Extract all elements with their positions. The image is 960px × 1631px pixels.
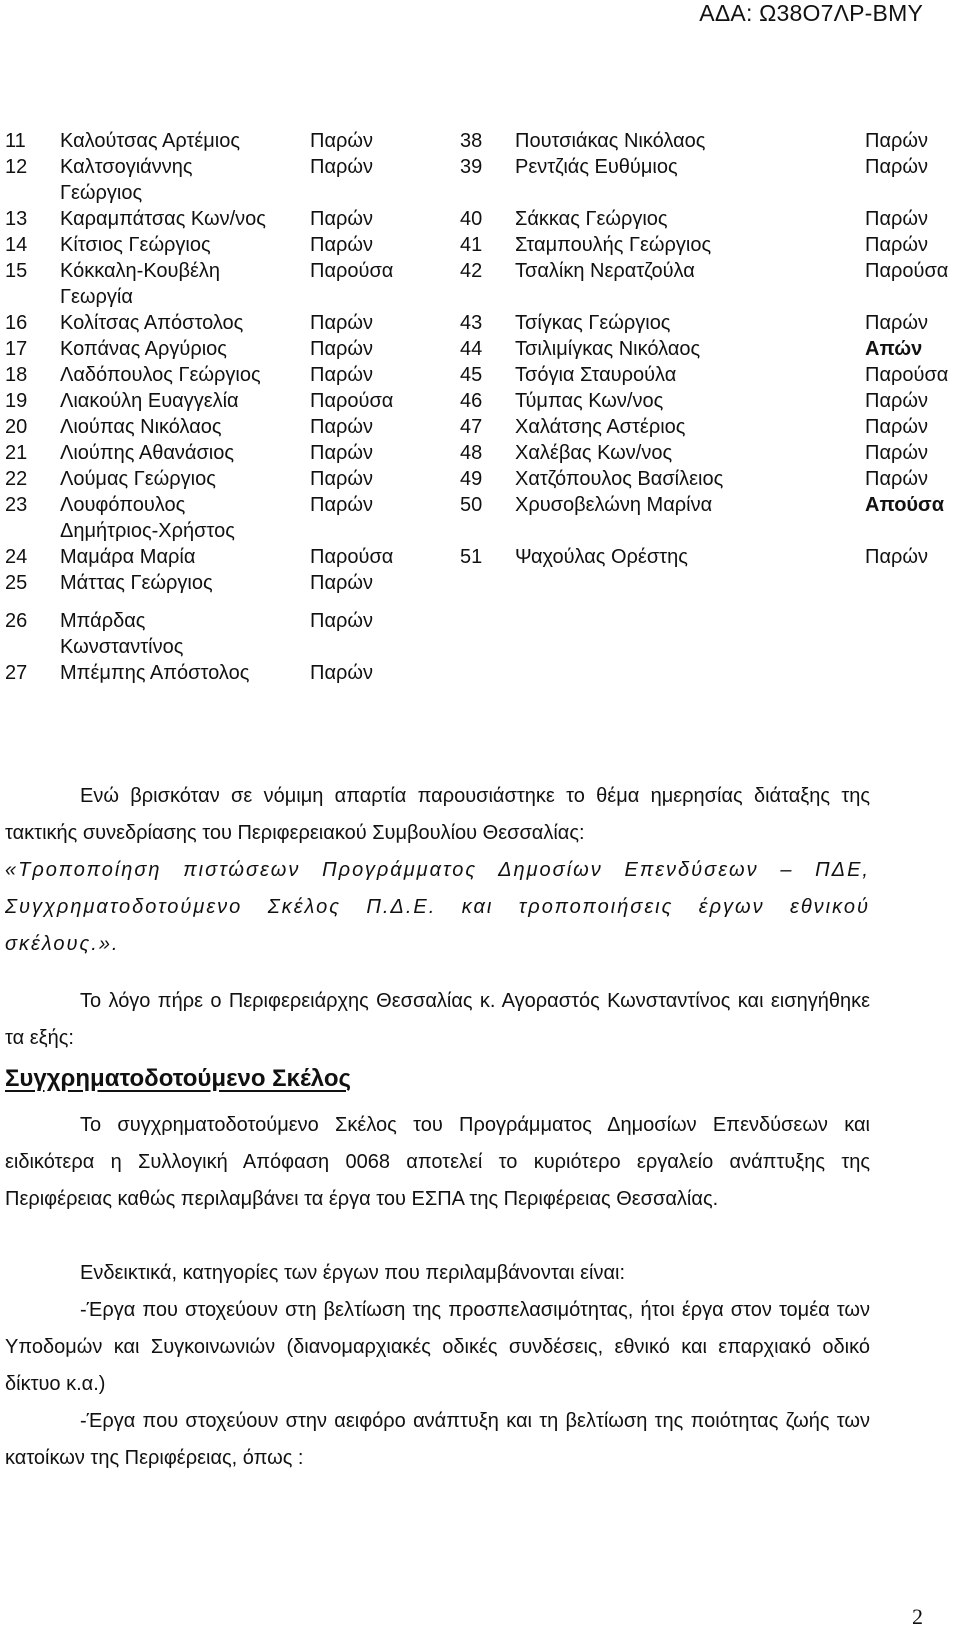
attendance-roster (5, 128, 960, 686)
body-paragraph: Ενδεικτικά, κατηγορίες των έργων που περιλαμβάνονται είναι: (80, 1262, 625, 1284)
member-number: 16 (5, 312, 28, 334)
member-status: Παρών (310, 442, 373, 464)
member-name: Λιακούλη Ευαγγελία (60, 390, 239, 412)
roster-row (5, 608, 960, 660)
section-heading: Συγχρηματοδοτούμενο Σκέλος (5, 1065, 351, 1092)
member-number: 22 (5, 468, 28, 490)
member-status: Παρούσα (865, 364, 949, 386)
member-name: Μάττας Γεώργιος (60, 572, 213, 594)
agenda-subject: «Τροποποίηση πιστώσεων Προγράμματος Δημοσίων Επενδύσεων – ΠΔΕ, Συγχρηματοδοτούμενο Σκέλος Π.Δ.Ε. και τροποποιήσεις έργων εθνικού σκέλους.». (5, 859, 870, 955)
member-name: Μπέμπης Απόστολος (60, 662, 250, 684)
page-number: 2 (912, 1604, 923, 1629)
member-status: Παρών (865, 546, 928, 568)
member-number: 15 (5, 260, 28, 282)
document-id: ΑΔΑ: Ω38Ο7ΛΡ-ΒΜΥ (699, 0, 923, 26)
member-number: 20 (5, 416, 28, 438)
member-status: Παρών (310, 338, 373, 360)
roster-row (5, 660, 960, 686)
member-status: Παρών (310, 312, 373, 334)
member-name: Λουφόπουλος Δημήτριος-Χρήστος (60, 494, 235, 542)
member-status: Παρών (310, 494, 373, 516)
member-name: Κοπάνας Αργύριος (60, 338, 227, 360)
member-name: Λούμας Γεώργιος (60, 468, 216, 490)
member-status: Παρών (865, 390, 928, 412)
member-name: Λιούπης Αθανάσιος (60, 442, 235, 464)
member-name: Κίτσιος Γεώργιος (60, 234, 211, 256)
member-status: Παρών (310, 208, 373, 230)
member-number: 11 (5, 130, 26, 152)
member-status: Παρών (310, 662, 373, 684)
member-status: Παρούσα (310, 546, 394, 568)
member-number: 40 (460, 208, 483, 230)
roster-row (5, 466, 960, 492)
member-name: Τσαλίκη Νερατζούλα (515, 260, 695, 282)
member-status: Παρών (310, 572, 373, 594)
member-status-absent: Απούσα (865, 494, 945, 516)
member-number: 18 (5, 364, 28, 386)
member-status: Παρούσα (310, 260, 394, 282)
roster-row (5, 258, 960, 310)
member-name: Πουτσιάκας Νικόλαος (515, 130, 706, 152)
member-name: Κολίτσας Απόστολος (60, 312, 244, 334)
member-name: Λιούπας Νικόλαος (60, 416, 222, 438)
member-status: Παρών (310, 610, 373, 632)
member-name: Μπάρδας Κωνσταντίνος (60, 610, 184, 658)
member-number: 27 (5, 662, 28, 684)
member-number: 23 (5, 494, 28, 516)
member-status: Παρούσα (865, 260, 949, 282)
member-number: 48 (460, 442, 483, 464)
member-status: Παρών (310, 468, 373, 490)
member-number: 19 (5, 390, 28, 412)
body-paragraph: Το συγχρηματοδοτούμενο Σκέλος του Προγράμματος Δημοσίων Επενδύσεων και ειδικότερα η Συλλογική Απόφαση 0068 αποτελεί το κυριότερο εργαλείο ανάπτυξης της Περιφέρειας καθώς περιλαμβάνει τα έργα του ΕΣΠΑ της Περιφέρειας Θεσσαλίας. (5, 1114, 870, 1210)
member-number: 49 (460, 468, 483, 490)
member-number: 41 (460, 234, 483, 256)
member-name: Τσόγια Σταυρούλα (515, 364, 677, 386)
roster-row (5, 570, 960, 596)
member-number: 17 (5, 338, 28, 360)
member-number: 25 (5, 572, 28, 594)
member-status: Παρών (310, 156, 373, 178)
member-number: 12 (5, 156, 28, 178)
roster-row (5, 544, 960, 570)
roster-row (5, 414, 960, 440)
member-number: 21 (5, 442, 28, 464)
roster-row (5, 232, 960, 258)
member-name: Καλτσογιάννης Γεώργιος (60, 156, 193, 204)
member-status: Παρών (865, 130, 928, 152)
member-number: 47 (460, 416, 483, 438)
member-number: 50 (460, 494, 483, 516)
roster-row (5, 362, 960, 388)
roster-row (5, 128, 960, 154)
roster-row (5, 492, 960, 544)
intro-paragraph: Ενώ βρισκόταν σε νόμιμη απαρτία παρουσιάστηκε το θέμα ημερησίας διάταξης της τακτικής συνεδρίασης του Περιφερειακού Συμβουλίου Θεσσαλίας: (5, 785, 870, 844)
speaker-paragraph: Το λόγο πήρε ο Περιφερειάρχης Θεσσαλίας κ. Αγοραστός Κωνσταντίνος και εισηγήθηκε τα εξής: (5, 990, 870, 1049)
member-status: Παρών (310, 130, 373, 152)
member-status: Παρών (310, 234, 373, 256)
member-number: 13 (5, 208, 28, 230)
member-number: 44 (460, 338, 483, 360)
member-number: 45 (460, 364, 483, 386)
member-name: Χατζόπουλος Βασίλειος (515, 468, 724, 490)
member-number: 43 (460, 312, 483, 334)
roster-row (5, 336, 960, 362)
member-name: Τσιλιμίγκας Νικόλαος (515, 338, 701, 360)
member-name: Ψαχούλας Ορέστης (515, 546, 688, 568)
member-status: Παρούσα (310, 390, 394, 412)
member-name: Τσίγκας Γεώργιος (515, 312, 671, 334)
member-name: Μαμάρα Μαρία (60, 546, 196, 568)
body-paragraph: -Έργα που στοχεύουν στη βελτίωση της προσπελασιμότητας, ήτοι έργα στον τομέα των Υποδομών και Συγκοινωνιών (διανομαρχιακές οδικές συνδέσεις, εθνικό και επαρχιακό οδικό δίκτυο κ.α.) (5, 1299, 870, 1395)
member-status: Παρών (865, 156, 928, 178)
member-name: Κόκκαλη-Κουβέλη Γεωργία (60, 260, 221, 308)
member-name: Χαλάτσης Αστέριος (515, 416, 686, 438)
member-name: Λαδόπουλος Γεώργιος (60, 364, 261, 386)
member-status: Παρών (865, 312, 928, 334)
member-number: 51 (460, 546, 483, 568)
member-status: Παρών (865, 234, 928, 256)
member-name: Σάκκας Γεώργιος (515, 208, 668, 230)
member-name: Χαλέβας Κων/νος (515, 442, 673, 464)
body-paragraph: -Έργα που στοχεύουν στην αειφόρο ανάπτυξη και τη βελτίωση της ποιότητας ζωής των κατοίκων της Περιφέρειας, όπως : (5, 1410, 870, 1469)
roster-row (5, 154, 960, 206)
member-name: Χρυσοβελώνη Μαρίνα (515, 494, 713, 516)
roster-row (5, 310, 960, 336)
member-name: Σταμπουλής Γεώργιος (515, 234, 712, 256)
member-number: 46 (460, 390, 483, 412)
member-name: Καλούτσας Αρτέμιος (60, 130, 241, 152)
member-status-absent: Απών (865, 338, 923, 360)
roster-row (5, 206, 960, 232)
member-number: 14 (5, 234, 28, 256)
member-number: 39 (460, 156, 483, 178)
member-name: Ρεντζιάς Ευθύμιος (515, 156, 678, 178)
member-name: Τύμπας Κων/νος (515, 390, 664, 412)
member-status: Παρών (865, 208, 928, 230)
member-status: Παρών (865, 442, 928, 464)
member-status: Παρών (865, 416, 928, 438)
member-number: 42 (460, 260, 483, 282)
member-number: 26 (5, 610, 28, 632)
roster-row (5, 440, 960, 466)
member-number: 38 (460, 130, 483, 152)
member-name: Καραμπάτσας Κων/νος (60, 208, 266, 230)
member-number: 24 (5, 546, 28, 568)
member-status: Παρών (310, 416, 373, 438)
member-status: Παρών (310, 364, 373, 386)
roster-row (5, 388, 960, 414)
member-status: Παρών (865, 468, 928, 490)
